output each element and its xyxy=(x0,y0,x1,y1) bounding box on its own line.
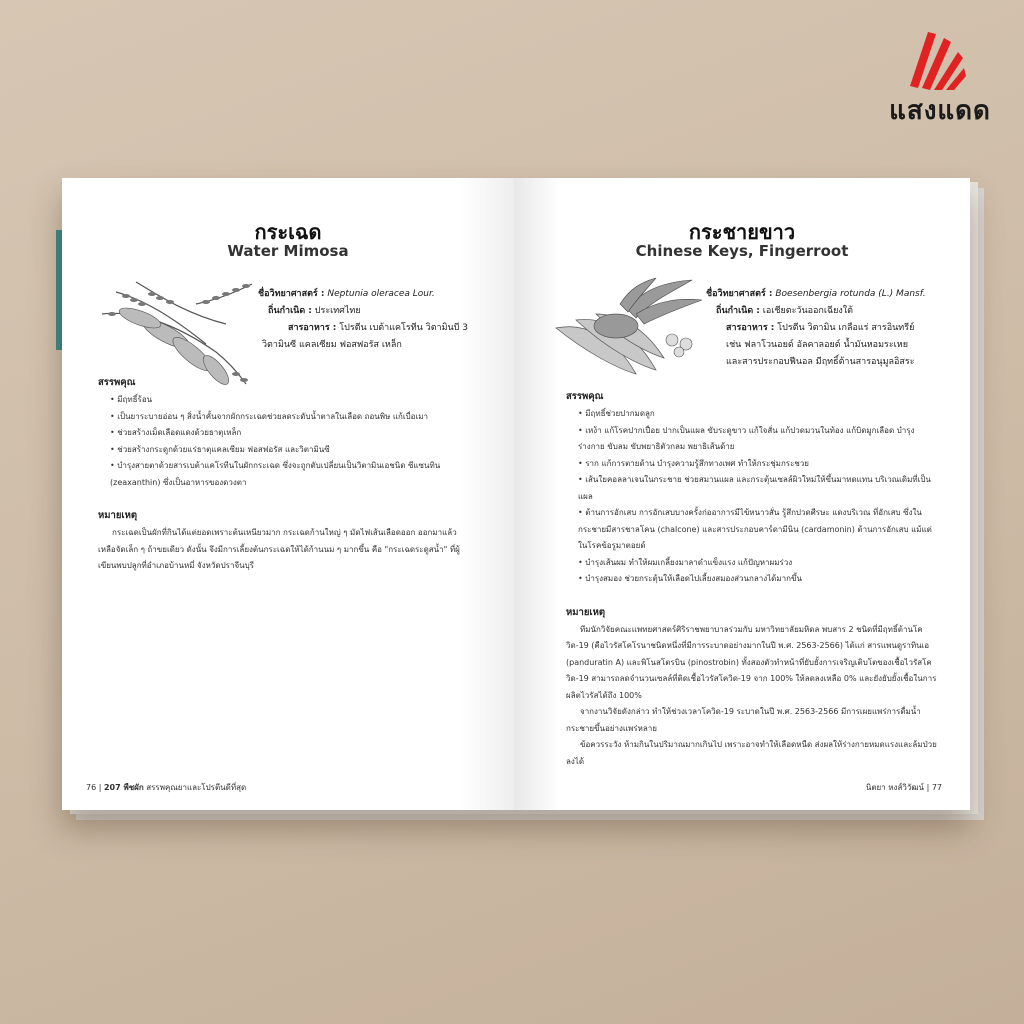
page-title-thai: กระชายขาว xyxy=(688,220,796,244)
benefit-item: • ต้านการอักเสบ การอักเสบบางครั้งก่ออาการมีไข้หนาวสั่น รู้สึกปวดศีรษะ แดงบริเวณ ที่อักเสบ ซึ่งในกระชายมีสารชาลโคน (chalcone) และสารประกอบคาร์ดามีนิน (cardamonin) ต้านการอักเสบ แม้แต่ในโรคข้อรูมาตอยด์ xyxy=(578,508,932,550)
benefit-item: • ช่วยสร้างเม็ดเลือดแดงด้วยธาตุเหล็ก xyxy=(110,428,242,437)
benefit-item: • เป็นยาระบายอ่อน ๆ สิ่งน้ำคั้นจากผักกระเฉดช่วยลดระดับน้ำตาลในเลือด ถอนพิษ แก้เบื่อเมา xyxy=(110,411,428,421)
nutrient-label: สารอาหาร : xyxy=(288,323,337,333)
plant-meta xyxy=(258,286,508,354)
left-body-text xyxy=(98,374,466,575)
sci-name-label: ชื่อวิทยาศาสตร์ : xyxy=(706,289,773,299)
right-footer xyxy=(866,781,942,794)
page-title-english: Water Mimosa xyxy=(227,242,349,260)
nutrient-value-3: และสารประกอบฟีนอล มีฤทธิ์ต้านสารอนุมูลอิสระ xyxy=(726,357,915,367)
benefit-item: • บำรุงเส้นผม ทำให้ผมเกลี้ยงมาลาดำแข็งแรง แก้ปัญหาผมร่วง xyxy=(578,557,793,567)
nutrient-value-2: เช่น ฟลาโวนอยด์ อัลคาลอยด์ น้ำมันหอมระเหย xyxy=(726,340,908,350)
author-name: นิตยา หงส์วิวัฒน์ xyxy=(865,783,925,792)
book-title: 207 พืชผัก xyxy=(103,783,144,792)
benefits-heading: สรรพคุณ xyxy=(566,391,604,402)
benefit-item: • เส้นใยคอลลาเจนในกระชาย ช่วยสมานแผล และกระตุ้นเซลล์ผิวใหม่ให้ขึ้นมาทดแทน บริเวณเดิมที่เป็นแผล xyxy=(578,475,931,501)
fingerroot-illustration xyxy=(546,278,706,388)
page-title-thai: กระเฉด xyxy=(254,220,322,244)
origin-label: ถิ่นกำเนิด : xyxy=(268,306,312,316)
plant-meta xyxy=(706,286,964,371)
note-heading: หมายเหตุ xyxy=(98,510,138,521)
left-page xyxy=(62,178,514,810)
origin-value: เอเชียตะวันออกเฉียงใต้ xyxy=(762,306,853,316)
benefit-item: • ช่วยสร้างกระดูกด้วยแร่ธาตุแคลเซียม ฟอสฟอรัส และวิตามินซี xyxy=(110,444,330,454)
nutrient-value: โปรตีน เบต้าแคโรทีน วิตามินบี 3 xyxy=(339,323,468,333)
left-footer xyxy=(86,781,246,794)
origin-label: ถิ่นกำเนิด : xyxy=(716,306,760,316)
page-number: | 77 xyxy=(926,783,942,792)
open-book xyxy=(62,178,970,810)
sun-rays-icon xyxy=(906,30,966,90)
brand-logo xyxy=(884,30,996,130)
right-page xyxy=(514,178,970,810)
brand-name: แสงแดด xyxy=(889,96,991,126)
benefit-item: • มีฤทธิ์ร้อน xyxy=(110,395,153,404)
benefits-heading: สรรพคุณ xyxy=(98,377,136,388)
page-title-english: Chinese Keys, Fingerroot xyxy=(635,242,849,260)
origin-value: ประเทศไทย xyxy=(314,306,361,316)
page-number: 76 | xyxy=(86,783,102,792)
book-subtitle: สรรพคุณยาและโปรตีนดีที่สุด xyxy=(146,783,247,792)
nutrient-value-2: วิตามินซี แคลเซียม ฟอสฟอรัส เหล็ก xyxy=(262,340,402,350)
benefit-item: • บำรุงสายตาด้วยสารเบต้าแคโรทีนในผักกระเฉด ซึ่งจะถูกตับเปลี่ยนเป็นวิตามินเอชนิด ซีแซนทิน (zeaxanthin) ซึ่งเป็นอาหารของดวงตา xyxy=(110,461,441,487)
caution-text: ข้อควรระวัง ห้ามกินในปริมาณมากเกินไป เพราะอาจทำให้เลือดหนืด ส่งผลให้ร่างกายหมดแรงและล้มป่วยลงได้ xyxy=(566,740,937,766)
sci-name-label: ชื่อวิทยาศาสตร์ : xyxy=(258,289,325,299)
note-heading: หมายเหตุ xyxy=(566,606,606,618)
sci-name-value: Neptunia oleracea Lour. xyxy=(327,289,435,299)
sci-name-value: Boesenbergia rotunda (L.) Mansf. xyxy=(775,289,926,299)
benefit-item: • บำรุงสมอง ช่วยกระตุ้นให้เลือดไปเลี้ยงสมองส่วนกลางได้มากขึ้น xyxy=(578,574,802,583)
benefit-item: • เหง้า แก้โรคปากเปื่อย ปากเป็นแผล ขับระดูขาว แก้ใจสั่น แก้ปวดมวนในท้อง แก้บิดมูกเลือด บำรุงร่างกาย ขับลม ขับพยาธิตัวกลม พยาธิเส้นด้าย xyxy=(578,425,915,451)
nutrient-value: โปรตีน วิตามิน เกลือแร่ สารอินทรีย์ xyxy=(777,323,915,333)
benefit-item: • ราก แก้การตายด้าน บำรุงความรู้สึกทางเพศ ทำให้กระชุ่มกระชวย xyxy=(578,458,809,468)
nutrient-label: สารอาหาร : xyxy=(726,323,775,333)
note-text: กระเฉดเป็นผักที่กินได้แต่ยอดเพราะต้นเหนียวมาก กระเฉดก้านใหญ่ ๆ มัดไฟเส้นเลือดออก ออกมาแล้วเหลือจัดเล็ก ๆ ถ้าขยเดียว ดังนั้น จึงมีการเลี้ยงต้นกระเฉดให้ได้ก้านนม ๆ มากขึ้น คือ "กระเฉดระดูสน้ำ" ที่ผู้เขียนพบปลูกที่อำเภอบ้านหมี่ จังหวัดปราจีนบุรี xyxy=(98,528,460,570)
note-text: ทีมนักวิจัยคณะแพทยศาสตร์ศิริราชพยาบาลร่วมกับ มหาวิทยาลัยมหิดล พบสาร 2 ชนิดที่มีฤทธิ์ต้านโควิด-19 (คือไวรัสโคโรนาชนิดหนึ่งที่มีการระบาดอย่างมากในปี พ.ศ. 2563-2566) ได้แก่ สารแพนดูราทินเอ (panduratin A) และพิโนสโตรบิน (pinostrobin) ทั้งสองตัวทำหน้าที่ยับยั้งการเจริญเติบโตของเชื้อไวรัสโควิด-19 สามารถลดจำนวนเซลล์ที่ติดเชื้อไวรัสโควิด-19 จาก 100% ให้ลดลงเหลือ 0% และยังยับยั้งเชื้อในการผลิตไวรัสได้ถึง 100% xyxy=(566,624,937,700)
note-text-2: จากงานวิจัยดังกล่าว ทำให้ช่วงเวลาโควิด-19 ระบาดในปี พ.ศ. 2563-2566 มีการเผยแพร่การดื่มน้ำกระชายขึ้นอย่างแพร่หลาย xyxy=(566,707,921,733)
benefit-item: • มีฤทธิ์ช่วยปากมดลูก xyxy=(578,409,655,418)
right-body-text xyxy=(566,388,940,770)
